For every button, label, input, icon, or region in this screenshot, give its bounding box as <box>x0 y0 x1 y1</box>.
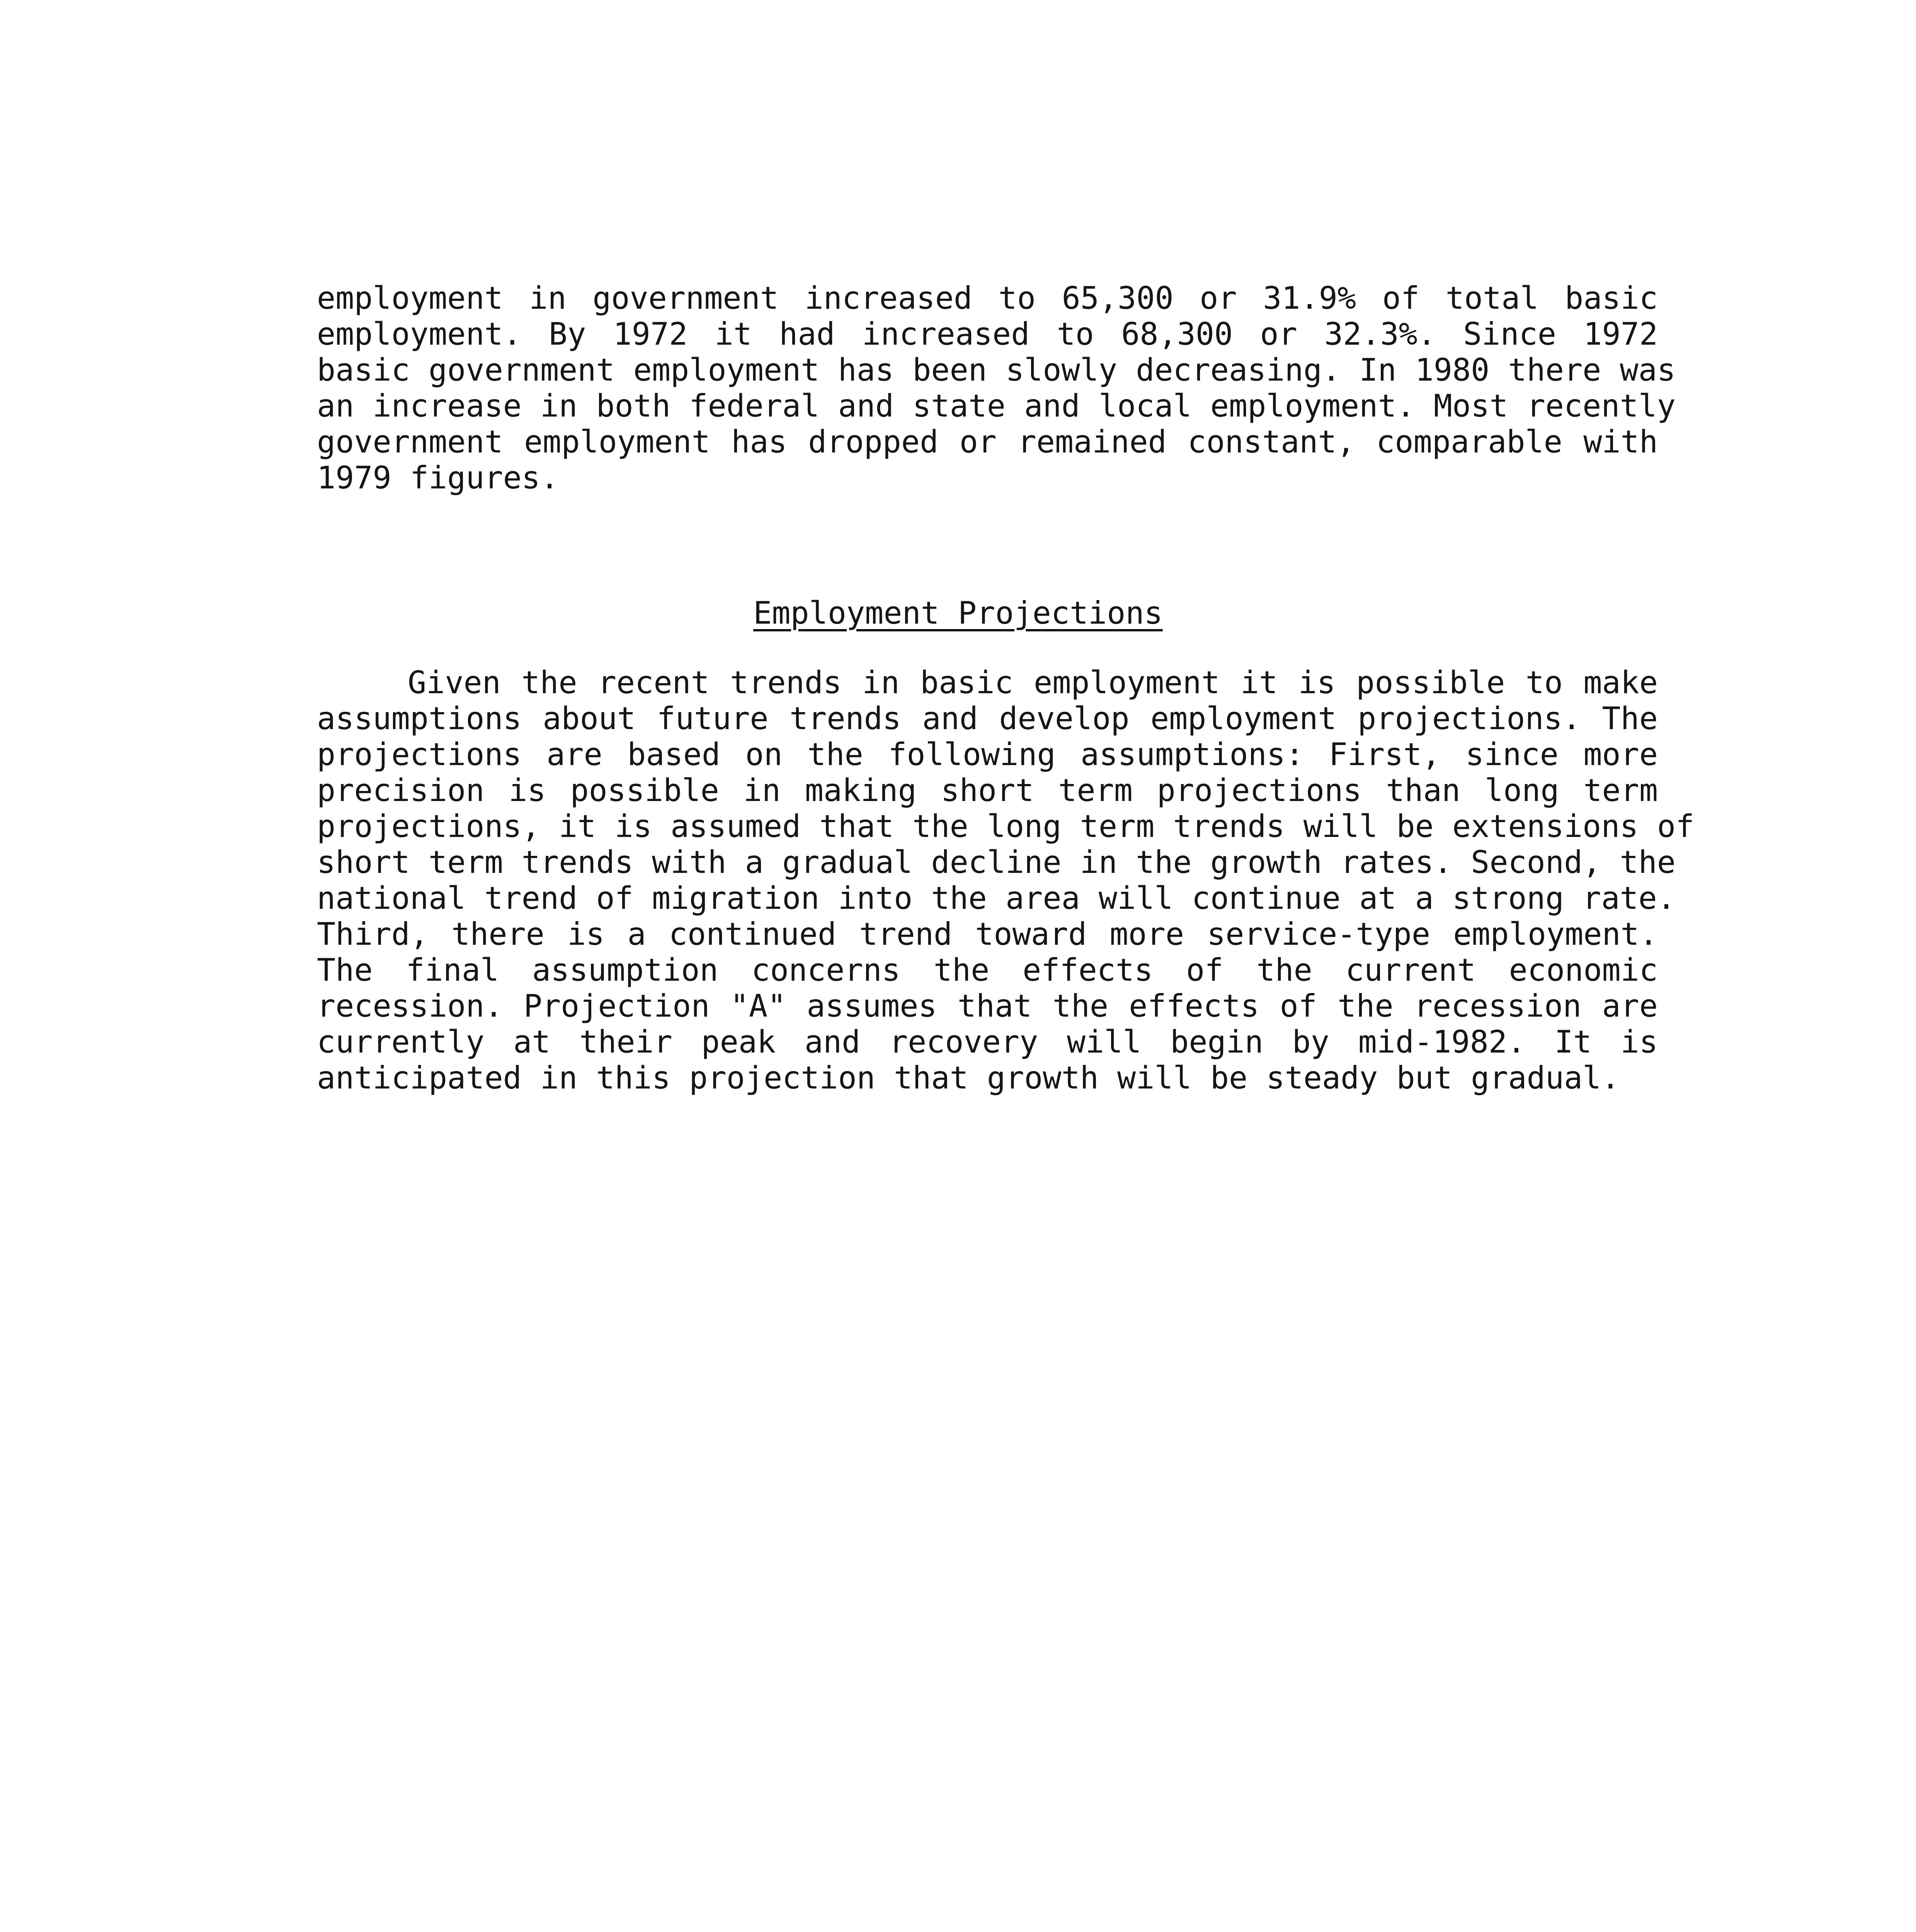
paragraph-line: recession. Projection "A" assumes that the effects of the recession are <box>317 988 1658 1024</box>
paragraph-line: national trend of migration into the area will continue at a strong rate. <box>317 880 1676 916</box>
paragraph-line: government employment has dropped or remained constant, comparable with <box>317 424 1658 460</box>
paragraph-line: precision is possible in making short term projections than long term <box>317 772 1658 808</box>
paragraph-line: The final assumption concerns the effects of the current economic <box>317 952 1658 988</box>
paragraph-line: assumptions about future trends and develop employment projections. The <box>317 701 1658 736</box>
paragraph-line: anticipated in this projection that growth will be steady but gradual. <box>317 1060 1620 1096</box>
paragraph-employment-projections <box>317 665 1695 1096</box>
paragraph-line: Given the recent trends in basic employment it is possible to make <box>408 665 1658 701</box>
paragraph-line: employment. By 1972 it had increased to 68,300 or 32.3%. Since 1972 <box>317 316 1658 352</box>
section-heading-text: Employment Projections <box>753 595 1163 631</box>
paragraph-government-employment <box>317 280 1676 496</box>
paragraph-line: projections, it is assumed that the long term trends will be extensions of <box>317 808 1695 844</box>
paragraph-line: currently at their peak and recovery will begin by mid-1982. It is <box>317 1024 1658 1060</box>
section-heading <box>0 595 1916 631</box>
paragraph-line: projections are based on the following assumptions: First, since more <box>317 736 1658 772</box>
paragraph-line: basic government employment has been slowly decreasing. In 1980 there was <box>317 352 1676 388</box>
paragraph-line: 1979 figures. <box>317 460 559 496</box>
paragraph-line: Third, there is a continued trend toward more service-type employment. <box>317 916 1658 952</box>
paragraph-line: an increase in both federal and state and local employment. Most recently <box>317 388 1676 424</box>
paragraph-line: employment in government increased to 65,300 or 31.9% of total basic <box>317 280 1658 316</box>
paragraph-line: short term trends with a gradual decline in the growth rates. Second, the <box>317 844 1676 880</box>
